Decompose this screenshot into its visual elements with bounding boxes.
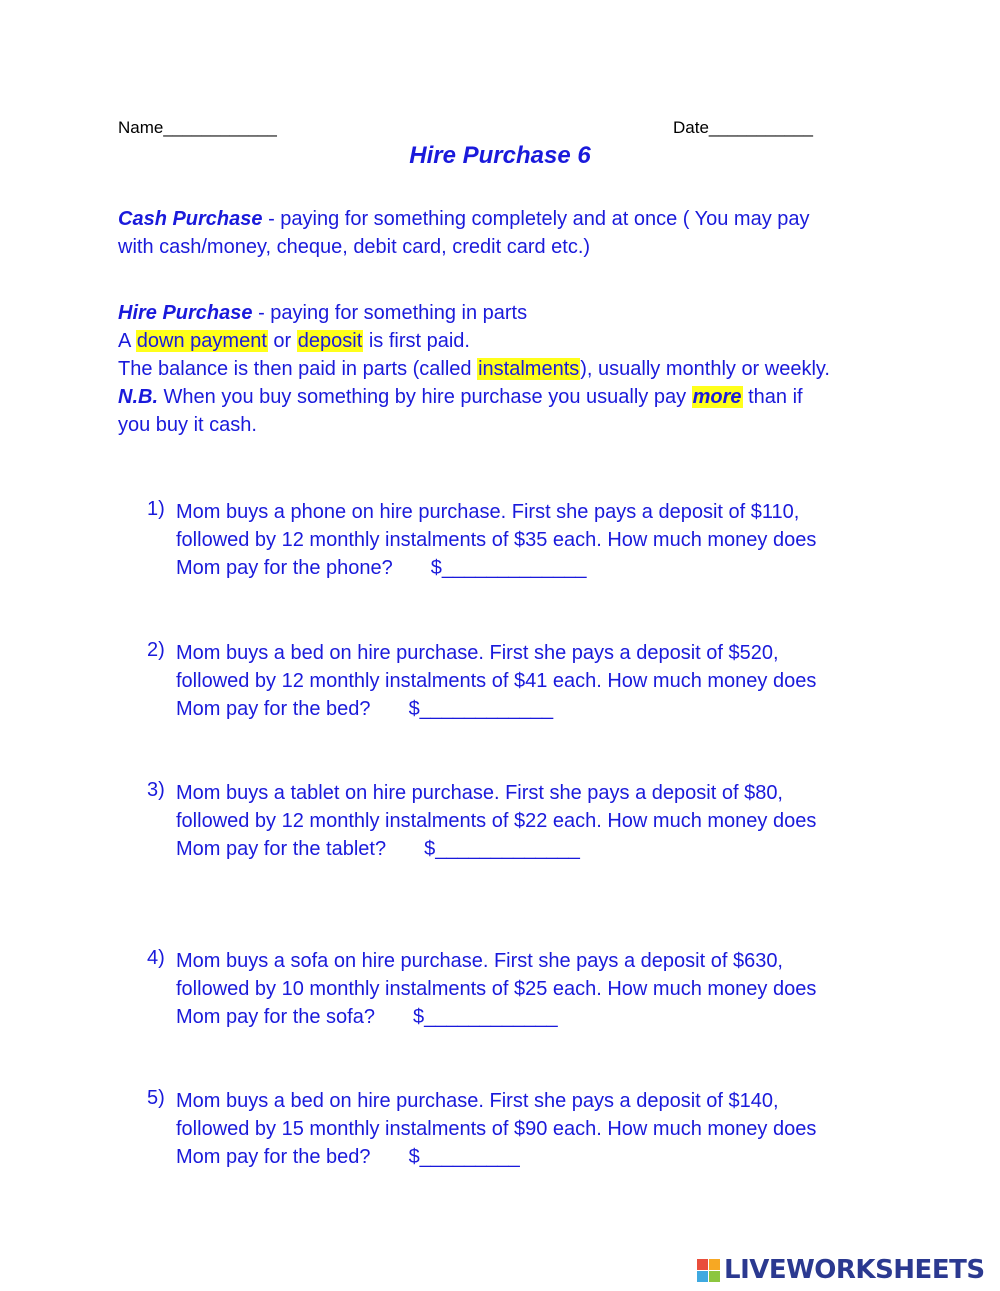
question-number: 5) xyxy=(147,1087,165,1109)
question-number: 1) xyxy=(147,498,165,520)
hire-purchase-text: - paying for something in parts xyxy=(252,302,528,324)
question-line: Mom buys a tablet on hire purchase. First she pays a deposit of $80, xyxy=(176,782,783,804)
highlight-more: more xyxy=(692,386,742,408)
highlight-instalments: instalments xyxy=(478,358,580,380)
question-line: followed by 12 monthly instalments of $22 each. How much money does xyxy=(176,810,817,832)
liveworksheets-logo-icon xyxy=(697,1259,720,1282)
nb-text-a: When you buy something by hire purchase you usually pay xyxy=(158,386,692,408)
nb-text-b: than if xyxy=(742,386,803,408)
hire-purchase-term: Hire Purchase xyxy=(118,302,253,324)
question-line: Mom pay for the sofa? xyxy=(176,1006,375,1028)
hire-line2-c: is first paid. xyxy=(363,330,470,352)
date-field-label: Date___________ xyxy=(673,118,813,137)
question-line: Mom buys a phone on hire purchase. First she pays a deposit of $110, xyxy=(176,501,800,523)
logo-text: LIVEWORKSHEETS xyxy=(724,1255,985,1285)
cash-purchase-text-2: with cash/money, cheque, debit card, credit card etc.) xyxy=(118,236,591,258)
nb-text-line2: you buy it cash. xyxy=(118,414,257,436)
answer-blank[interactable]: $_____________ xyxy=(424,838,580,860)
highlight-down-payment: down payment xyxy=(136,330,267,352)
liveworksheets-logo[interactable] xyxy=(697,1254,985,1286)
question-line: followed by 12 monthly instalments of $35 each. How much money does xyxy=(176,529,817,551)
question-line: Mom pay for the tablet? xyxy=(176,838,387,860)
hire-line2-a: A xyxy=(118,330,136,352)
question-line: Mom buys a bed on hire purchase. First she pays a deposit of $520, xyxy=(176,642,779,664)
hire-line3-b: ), usually monthly or weekly. xyxy=(580,358,830,380)
answer-blank[interactable]: $____________ xyxy=(408,698,554,720)
answer-blank[interactable]: $____________ xyxy=(412,1006,558,1028)
question-line: followed by 15 monthly instalments of $90 each. How much money does xyxy=(176,1118,817,1140)
question-number: 2) xyxy=(147,639,165,661)
question-line: Mom pay for the phone? xyxy=(176,557,393,579)
question-number: 4) xyxy=(147,947,165,969)
page-title: Hire Purchase 6 xyxy=(409,142,591,169)
question-line: followed by 12 monthly instalments of $41 each. How much money does xyxy=(176,670,817,692)
highlight-deposit: deposit xyxy=(297,330,363,352)
question-line: Mom pay for the bed? xyxy=(176,698,371,720)
name-field-label: Name____________ xyxy=(118,118,277,137)
hire-line3-a: The balance is then paid in parts (called xyxy=(118,358,478,380)
question-line: Mom buys a bed on hire purchase. First she pays a deposit of $140, xyxy=(176,1090,779,1112)
nb-label: N.B. xyxy=(118,386,158,408)
answer-blank[interactable]: $_____________ xyxy=(430,557,587,579)
answer-blank[interactable]: $_________ xyxy=(408,1146,520,1168)
cash-purchase-term: Cash Purchase xyxy=(118,208,263,230)
cash-purchase-text: - paying for something completely and at once ( You may pay xyxy=(262,208,810,230)
hire-line2-b: or xyxy=(267,330,297,352)
question-line: followed by 10 monthly instalments of $25 each. How much money does xyxy=(176,978,817,1000)
question-number: 3) xyxy=(147,779,165,801)
question-line: Mom buys a sofa on hire purchase. First she pays a deposit of $630, xyxy=(176,950,783,972)
question-line: Mom pay for the bed? xyxy=(176,1146,371,1168)
